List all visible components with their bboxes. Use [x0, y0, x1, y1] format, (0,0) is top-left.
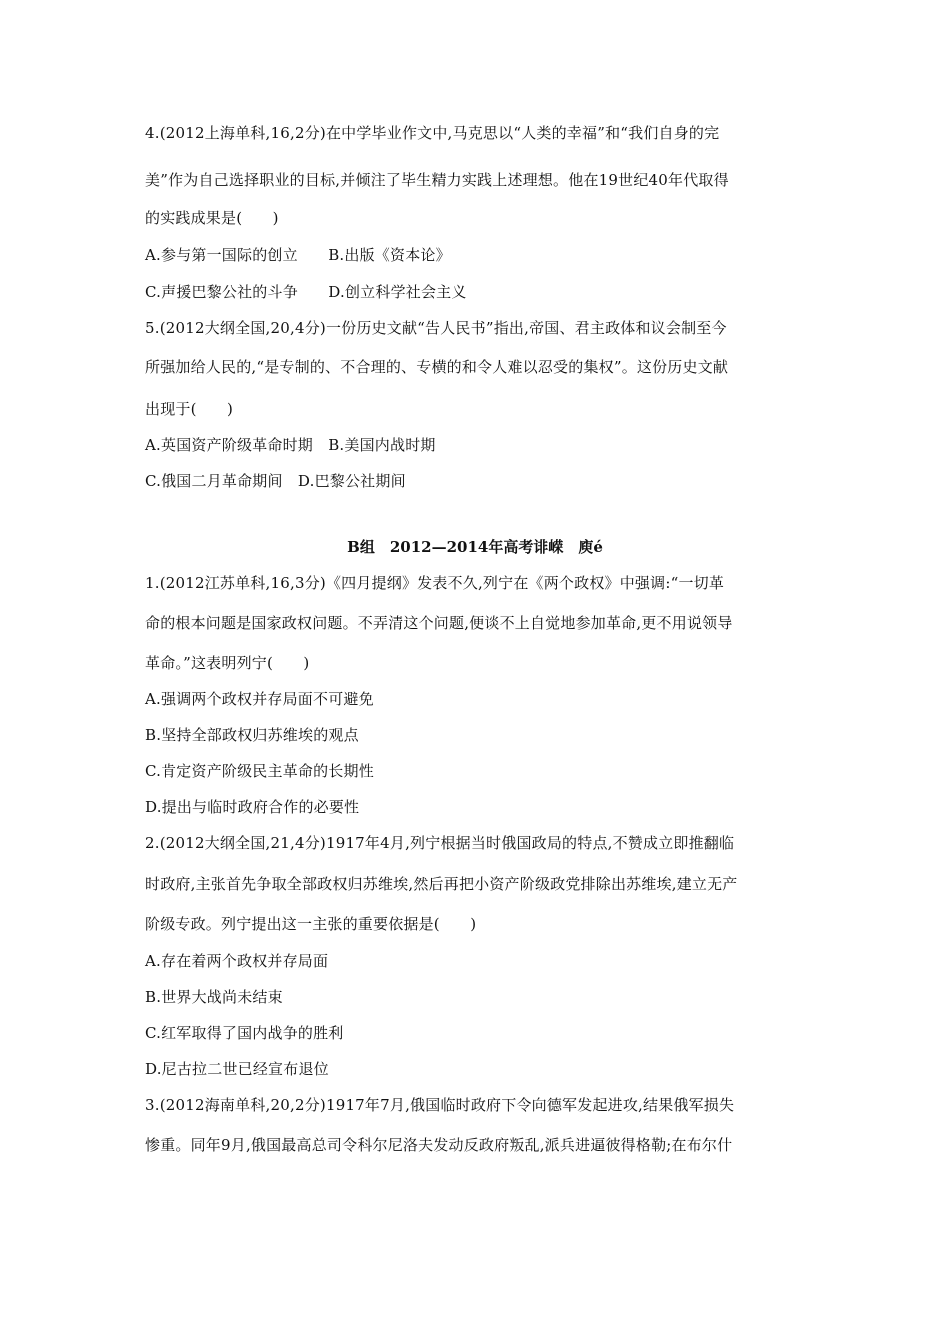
- b-question-2-option-b: B.世界大战尚未结束: [145, 988, 283, 1006]
- b-question-1-line-1: 1.(2012江苏单科,16,3分)《四月提纲》发表不久,列宁在《两个政权》中强调:“一切革: [145, 574, 725, 592]
- b-question-2-line-2: 时政府,主张首先争取全部政权归苏维埃,然后再把小资产阶级政党排除出苏维埃,建立无产: [145, 875, 738, 893]
- question-5-line-1: 5.(2012大纲全国,20,4分)一份历史文献“告人民书”指出,帝国、君主政体和议会制至今: [145, 319, 727, 337]
- question-4-line-3: 的实践成果是( ): [145, 209, 279, 227]
- question-5-line-3: 出现于( ): [145, 400, 234, 418]
- b-question-1-option-c: C.肯定资产阶级民主革命的长期性: [145, 762, 374, 780]
- question-4-options-ab: A.参与第一国际的创立 B.出版《资本论》: [145, 246, 451, 264]
- b-question-2-option-a: A.存在着两个政权并存局面: [145, 952, 329, 970]
- b-question-1-line-2: 命的根本问题是国家政权问题。不弄清这个问题,便谈不上自觉地参加革命,更不用说领导: [145, 614, 733, 632]
- b-question-1-option-b: B.坚持全部政权归苏维埃的观点: [145, 726, 359, 744]
- b-question-3-line-2: 惨重。同年9月,俄国最高总司令科尔尼洛夫发动反政府叛乱,派兵进逼彼得格勒;在布尔什: [145, 1136, 733, 1154]
- b-question-2-option-c: C.红军取得了国内战争的胜利: [145, 1024, 344, 1042]
- section-b-heading: B组 2012—2014年高考诽嵘 庾é: [347, 538, 603, 556]
- b-question-2-line-3: 阶级专政。列宁提出这一主张的重要依据是( ): [145, 915, 477, 933]
- b-question-2-line-1: 2.(2012大纲全国,21,4分)1917年4月,列宁根据当时俄国政局的特点,不赞成立即推翻临: [145, 834, 735, 852]
- b-question-1-option-a: A.强调两个政权并存局面不可避免: [145, 690, 374, 708]
- question-5-line-2: 所强加给人民的,“是专制的、不合理的、专横的和令人难以忍受的集权”。这份历史文献: [145, 358, 729, 376]
- b-question-1-line-3: 革命。”这表明列宁( ): [145, 654, 310, 672]
- question-5-options-cd: C.俄国二月革命期间 D.巴黎公社期间: [145, 472, 406, 490]
- question-5-options-ab: A.英国资产阶级革命时期 B.美国内战时期: [145, 436, 436, 454]
- b-question-3-line-1: 3.(2012海南单科,20,2分)1917年7月,俄国临时政府下令向德军发起进攻,结果俄军损失: [145, 1096, 735, 1114]
- b-question-1-option-d: D.提出与临时政府合作的必要性: [145, 798, 360, 816]
- b-question-2-option-d: D.尼古拉二世已经宣布退位: [145, 1060, 329, 1078]
- question-4-options-cd: C.声援巴黎公社的斗争 D.创立科学社会主义: [145, 283, 467, 301]
- question-4-line-1: 4.(2012上海单科,16,2分)在中学毕业作文中,马克思以“人类的幸福”和“我们自身的完: [145, 124, 720, 142]
- question-4-line-2: 美”作为自己选择职业的目标,并倾注了毕生精力实践上述理想。他在19世纪40年代取得: [145, 171, 729, 189]
